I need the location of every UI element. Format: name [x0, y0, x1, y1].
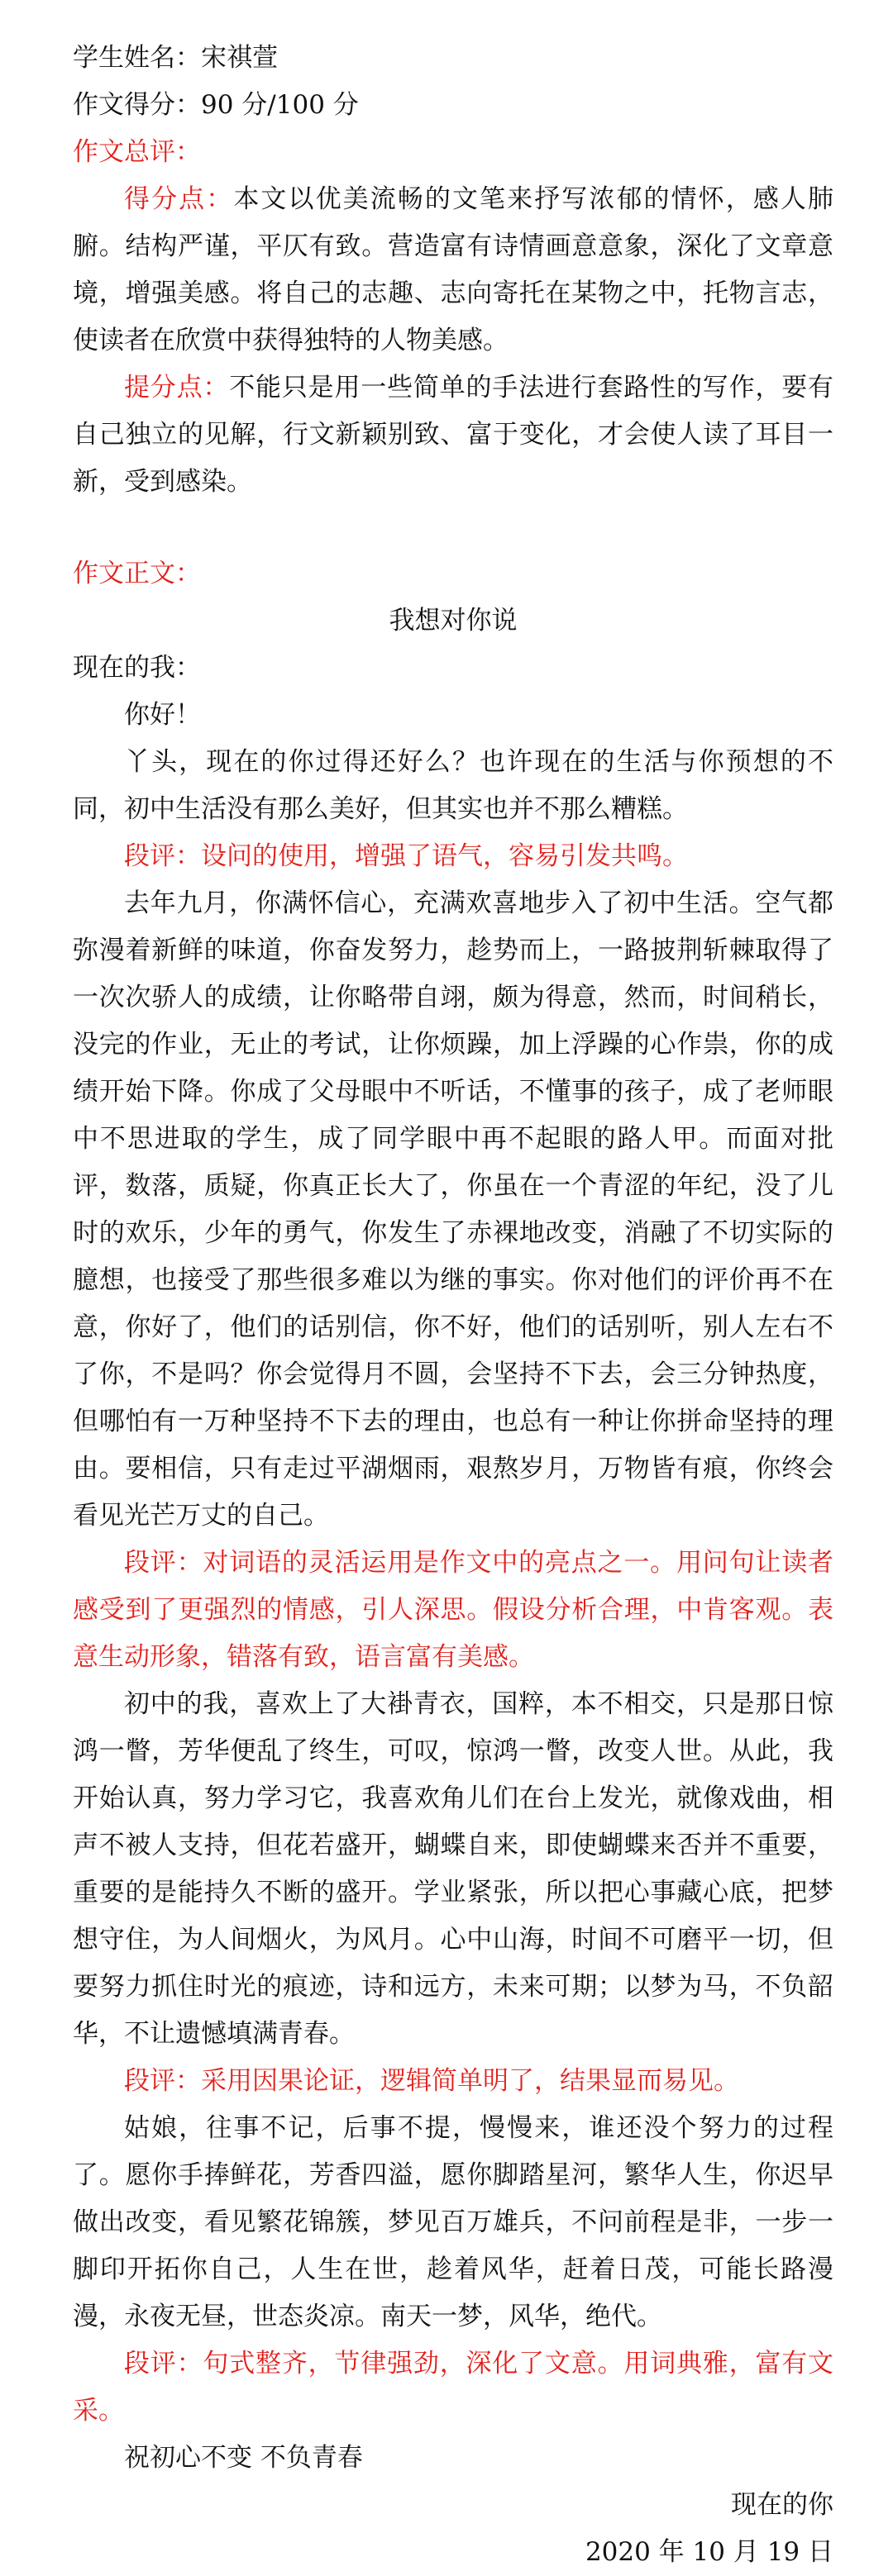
section-gap: [73, 506, 833, 550]
essay-greeting: 你好！: [124, 700, 201, 730]
improve-points-paragraph: [73, 364, 833, 506]
essay-salutation: 现在的我：: [73, 653, 201, 683]
review-heading: 作文总评：: [73, 137, 201, 167]
student-name-line: 学生姓名：宋祺萱: [73, 43, 278, 73]
paragraph-comment-2: 段评：对词语的灵活运用是作文中的亮点之一。用问句让读者感受到了更强烈的情感，引人深思。假设分析合理，中肯客观。表意生动形象，错落有致，语言富有美感。: [73, 1548, 833, 1672]
essay-date: 2020 年 10 月 19 日: [585, 2537, 833, 2567]
paragraph-comment-4: 段评：句式整齐，节律强劲，深化了文意。用词典雅，富有文采。: [73, 2349, 833, 2426]
essay-signature: 现在的你: [731, 2490, 833, 2520]
essay-closing: 祝初心不变 不负青春: [124, 2443, 363, 2473]
score-points-label: 得分点：: [124, 184, 234, 214]
paragraph-comment-3: 段评：采用因果论证，逻辑简单明了，结果显而易见。: [124, 2066, 739, 2096]
essay-paragraph-2: 去年九月，你满怀信心，充满欢喜地步入了初中生活。空气都弥漫着新鲜的味道，你奋发努力，趁势而上，一路披荆斩棘取得了一次次骄人的成绩，让你略带自翊，颇为得意，然而，时间稍长，没完的作业，无止的考试，让你烦躁，加上浮躁的心作祟，你的成绩开始下降。你成了父母眼中不听话，不懂事的孩子，成了老师眼中不思进取的学生，成了同学眼中再不起眼的路人甲。而面对批评，数落，质疑，你真正长大了，你虽在一个青涩的年纪，没了儿时的欢乐，少年的勇气，你发生了赤裸地改变，消融了不切实际的臆想，也接受了那些很多难以为继的事实。你对他们的评价再不在意，你好了，他们的话别信，你不好，他们的话别听，别人左右不了你，不是吗？你会觉得月不圆，会坚持不下去，会三分钟热度，但哪怕有一万种坚持不下去的理由，也总有一种让你拼命坚持的理由。要相信，只有走过平湖烟雨，艰熬岁月，万物皆有痕，你终会看见光芒万丈的自己。: [73, 888, 833, 1531]
essay-title: 我想对你说: [389, 606, 518, 636]
essay-paragraph-1: 丫头，现在的你过得还好么？也许现在的生活与你预想的不同，初中生活没有那么美好，但其实也并不那么糟糕。: [73, 747, 833, 824]
score-points-text: 本文以优美流畅的文笔来抒写浓郁的情怀，感人肺腑。结构严谨，平仄有致。营造富有诗情画意意象，深化了文章意境，增强美感。将自己的志趣、志向寄托在某物之中，托物言志，使读者在欣赏中获得独特的人物美感。: [73, 184, 834, 355]
essay-paragraph-3: 初中的我，喜欢上了大褂青衣，国粹，本不相交，只是那日惊鸿一瞥，芳华便乱了终生，可叹，惊鸿一瞥，改变人世。从此，我开始认真，努力学习它，我喜欢角儿们在台上发光，就像戏曲，相声不被人支持，但花若盛开，蝴蝶自来，即使蝴蝶来否并不重要，重要的是能持久不断的盛开。学业紧张，所以把心事藏心底，把梦想守住，为人间烟火，为风月。心中山海，时间不可磨平一切，但要努力抓住时光的痕迹，诗和远方，未来可期；以梦为马，不负韶华，不让遗憾填满青春。: [73, 1689, 833, 2049]
improve-points-label: 提分点：: [124, 373, 230, 402]
score-points-paragraph: [73, 176, 833, 364]
score-line: 作文得分：90 分/100 分: [73, 90, 359, 120]
improve-points-text: 不能只是用一些简单的手法进行套路性的写作，要有自己独立的见解，行文新颖别致、富于变化，才会使人读了耳目一新，受到感染。: [73, 373, 834, 497]
paragraph-comment-1: 段评：设问的使用，增强了语气，容易引发共鸣。: [124, 841, 688, 871]
essay-heading: 作文正文：: [73, 559, 201, 588]
essay-paragraph-4: 姑娘，往事不记，后事不提，慢慢来，谁还没个努力的过程了。愿你手捧鲜花，芳香四溢，愿你脚踏星河，繁华人生，你迟早做出改变，看见繁花锦簇，梦见百万雄兵，不问前程是非，一步一脚印开拓你自己，人生在世，趁着风华，赶着日茂，可能长路漫漫，永夜无昼，世态炎凉。南天一梦，风华，绝代。: [73, 2113, 833, 2331]
